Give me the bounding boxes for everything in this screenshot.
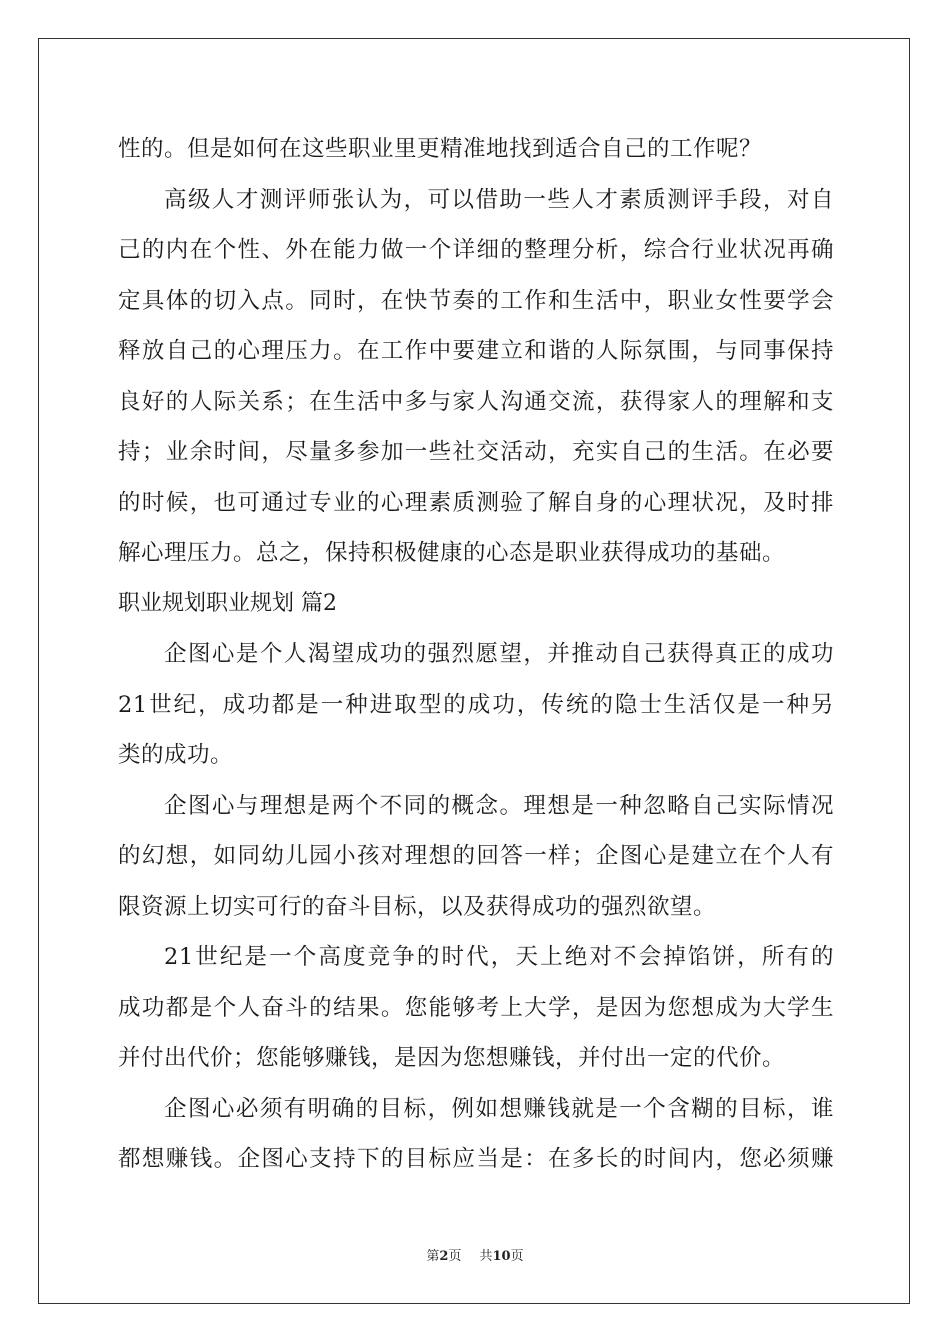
text-line: 限资源上切实可行的奋斗目标，以及获得成功的强烈欲望。 — [118, 893, 717, 920]
page-number: 2 — [439, 1249, 449, 1264]
text-line: 己的内在个性、外在能力做一个详细的整理分析，综合行业状况再确 — [118, 237, 834, 263]
text-line: 并付出代价；您能够赚钱，是因为您想赚钱，并付出一定的代价。 — [118, 1045, 786, 1071]
text-line: 企图心必须有明确的目标，例如想赚钱就是一个含糊的目标，谁 — [164, 1095, 834, 1122]
total-suffix: 页 — [510, 1249, 524, 1264]
document-body — [118, 124, 834, 1185]
text-line: 的时候，也可通过专业的心理素质测验了解自身的心理状况，及时排 — [118, 489, 834, 516]
text-line: 持；业余时间，尽量多参加一些社交活动，充实自己的生活。在必要 — [118, 439, 834, 465]
text-line: 成功都是个人奋斗的结果。您能够考上大学，是因为您想成为大学生 — [118, 994, 834, 1021]
page-footer — [0, 1245, 950, 1264]
text-line: 性的。但是如何在这些职业里更精准地找到适合自己的工作呢？ — [118, 136, 763, 162]
text-line: 解心理压力。总之，保持积极健康的心态是职业获得成功的基础。 — [118, 540, 786, 566]
text-line: 定具体的切入点。同时，在快节奏的工作和生活中，职业女性要学会 — [118, 287, 834, 314]
text-line: 21世纪是一个高度竞争的时代，天上绝对不会掉馅饼，所有的 — [164, 944, 834, 970]
text-line: 企图心与理想是两个不同的概念。理想是一种忽略自己实际情况 — [164, 792, 834, 819]
total-prefix: 共 — [479, 1249, 493, 1264]
total-pages: 10 — [492, 1249, 511, 1264]
text-line: 良好的人际关系；在生活中多与家人沟通交流，获得家人的理解和支 — [118, 388, 834, 415]
text-line: 类的成功。 — [118, 742, 234, 768]
page-prefix: 第 — [426, 1249, 440, 1264]
text-line: 21世纪，成功都是一种进取型的成功，传统的隐士生活仅是一种另 — [118, 691, 834, 718]
text-line: 的幻想，如同幼儿园小孩对理想的回答一样；企图心是建立在个人有 — [118, 843, 834, 869]
text-line: 都想赚钱。企图心支持下的目标应当是：在多长的时间内，您必须赚 — [118, 1146, 834, 1172]
page-suffix: 页 — [448, 1249, 462, 1264]
text-line: 释放自己的心理压力。在工作中要建立和谐的人际氛围，与同事保持 — [118, 338, 834, 364]
text-line: 高级人才测评师张认为，可以借助一些人才素质测评手段，对自 — [164, 186, 834, 213]
section-heading: 职业规划职业规划 篇2 — [118, 590, 337, 616]
text-line: 企图心是个人渴望成功的强烈愿望，并推动自己获得真正的成功 — [164, 641, 834, 667]
